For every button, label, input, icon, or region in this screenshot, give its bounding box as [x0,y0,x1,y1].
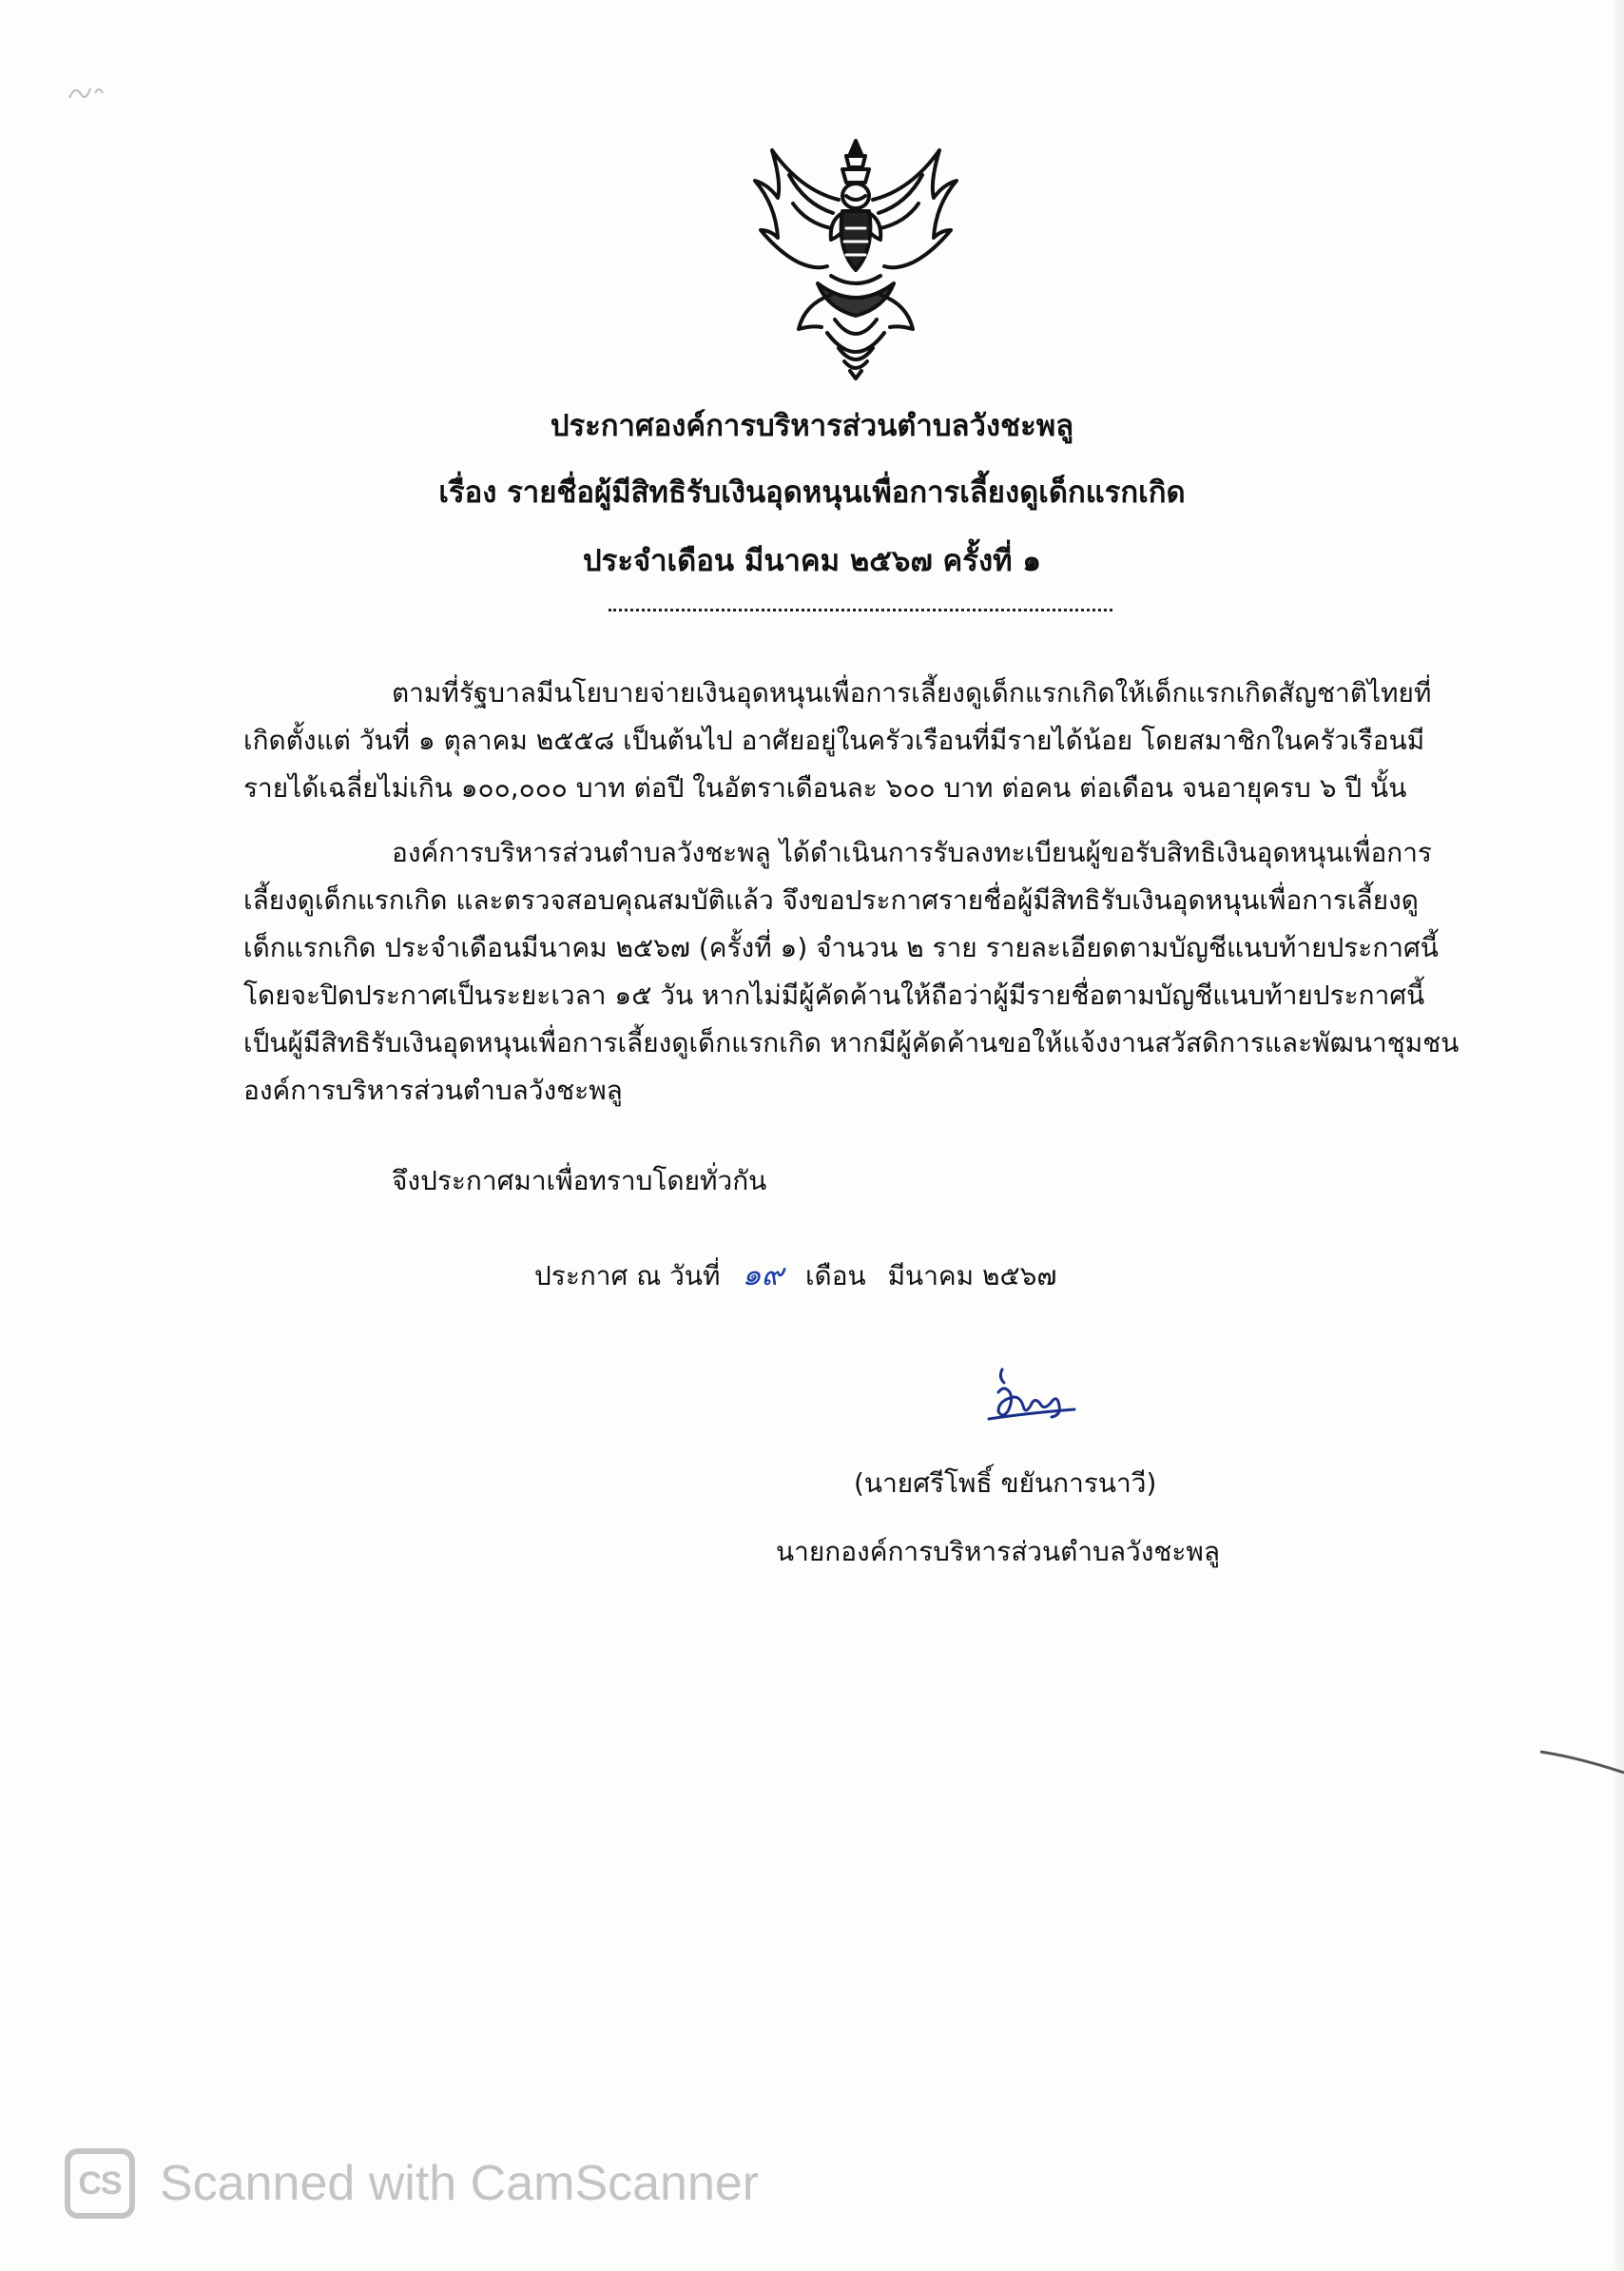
body-paragraph-1 [243,670,1485,812]
date-month-label: เดือน [804,1260,866,1291]
body-paragraph-2 [243,829,1485,1115]
paragraph-line: โดยจะปิดประกาศเป็นระยะเวลา ๑๕ วัน หากไม่มีผู้คัดค้านให้ถือว่าผู้มีรายชื่อตามบัญชีแนบท้ายประกาศนี้ [243,980,1425,1011]
paragraph-line: เกิดตั้งแต่ วันที่ ๑ ตุลาคม ๒๕๕๘ เป็นต้นไป อาศัยอยู่ในครัวเรือนที่มีรายได้น้อย โดยสมาชิกในครัวเรือนมี [243,725,1425,756]
dotted-divider [609,609,1112,611]
paragraph-line: เลี้ยงดูเด็กแรกเกิด และตรวจสอบคุณสมบัติแล้ว จึงขอประกาศรายชื่อผู้มีสิทธิรับเงินอุดหนุนเพื่อการเลี้ยงดู [243,884,1419,916]
signer-name: (นายศรีโพธิ์ ขยันการนาวี) [854,1467,1157,1499]
announcement-title: ประกาศองค์การบริหารส่วนตำบลวังชะพลู [550,409,1074,443]
camscanner-watermark [65,2145,759,2222]
garuda-emblem-icon [740,133,972,380]
handwritten-day: ๑๙ [742,1256,784,1292]
watermark-text: Scanned with CamScanner [160,2156,760,2211]
paragraph-line: เป็นผู้มีสิทธิรับเงินอุดหนุนเพื่อการเลี้ยงดูเด็กแรกเกิด หากมีผู้คัดค้านขอให้แจ้งงานสวัสดิการและพัฒนาชุมชน [243,1027,1460,1058]
scan-speck-mark [65,74,141,112]
camscanner-logo-icon: CS [65,2148,135,2219]
paragraph-line: ตามที่รัฐบาลมีนโยบายจ่ายเงินอุดหนุนเพื่อการเลี้ยงดูเด็กแรกเกิดให้เด็กแรกเกิดสัญชาติไทยที่ [392,677,1432,708]
signer-position: นายกองค์การบริหารส่วนตำบลวังชะพลู [776,1536,1221,1567]
page-edge-shadow [1611,0,1624,2271]
announcement-date [534,1255,1070,1295]
date-prefix: ประกาศ ณ วันที่ [534,1260,721,1291]
closing-statement: จึงประกาศมาเพื่อทราบโดยทั่วกัน [392,1165,767,1196]
paragraph-line: องค์การบริหารส่วนตำบลวังชะพลู [243,1075,623,1106]
announcement-subject: เรื่อง รายชื่อผู้มีสิทธิรับเงินอุดหนุนเพื่อการเลี้ยงดูเด็กแรกเกิด [438,476,1186,510]
date-month-year: มีนาคม ๒๕๖๗ [887,1260,1057,1291]
paragraph-line: เด็กแรกเกิด ประจำเดือนมีนาคม ๒๕๖๗ (ครั้งที่ ๑) จำนวน ๒ ราย รายละเอียดตามบัญชีแนบท้ายประกาศนี้ [243,932,1439,963]
handwritten-signature [960,1360,1103,1446]
paragraph-line: องค์การบริหารส่วนตำบลวังชะพลู ได้ดำเนินการรับลงทะเบียนผู้ขอรับสิทธิเงินอุดหนุนเพื่อการ [392,837,1432,868]
announcement-period: ประจำเดือน มีนาคม ๒๕๖๗ ครั้งที่ ๑ [583,544,1041,578]
scan-edge-mark [1540,1746,1624,1775]
paragraph-line: รายได้เฉลี่ยไม่เกิน ๑๐๐,๐๐๐ บาท ต่อปี ในอัตราเดือนละ ๖๐๐ บาท ต่อคน ต่อเดือน จนอายุครบ ๖ ปี นั้น [243,772,1407,804]
